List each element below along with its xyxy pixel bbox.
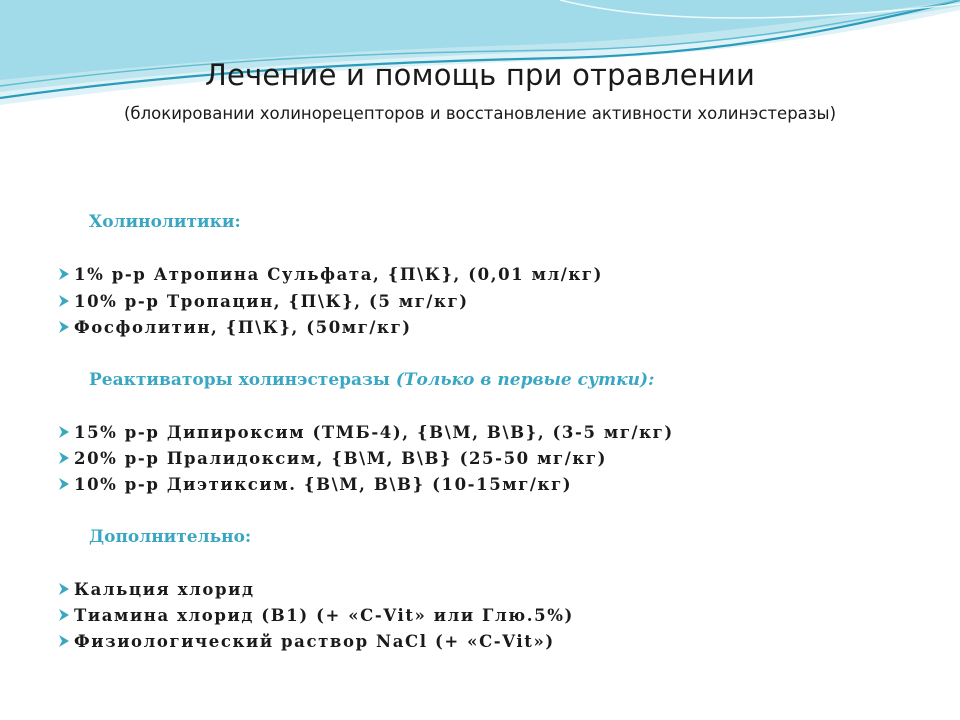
- list-item-text: 20% р-р Пралидоксим, {В\М, В\В} (25-50 мг/кг): [74, 449, 607, 468]
- list-item: [58, 606, 574, 625]
- arrow-bullet-icon: [58, 320, 70, 334]
- section-heading-note: (Только в первые сутки):: [395, 370, 655, 390]
- header-wave-decoration: [0, 0, 960, 110]
- arrow-bullet-icon: [58, 582, 70, 596]
- section-heading-text: Холинолитики:: [89, 212, 241, 232]
- section-heading-cholinolytics: [89, 212, 241, 232]
- arrow-bullet-icon: [58, 608, 70, 622]
- slide-title: Лечение и помощь при отравлении: [204, 58, 756, 92]
- list-item: [58, 632, 555, 651]
- section-heading-text: Дополнительно:: [89, 527, 252, 547]
- list-item: [58, 449, 607, 468]
- list-item-text: Фосфолитин, {П\К}, (50мг/кг): [74, 318, 412, 337]
- list-item-text: 1% р-р Атропина Сульфата, {П\К}, (0,01 мл/кг): [74, 265, 603, 284]
- list-item: [58, 475, 572, 494]
- arrow-bullet-icon: [58, 267, 70, 281]
- arrow-bullet-icon: [58, 477, 70, 491]
- list-item-text: Тиамина хлорид (В1) (+ «С-Vit» или Глю.5%): [74, 606, 574, 625]
- list-item-text: 15% р-р Дипироксим (ТМБ-4), {В\М, В\В}, (3-5 мг/кг): [74, 423, 674, 442]
- slide-subtitle: (блокировании холинорецепторов и восстановление активности холинэстеразы): [123, 104, 837, 123]
- list-item-text: Физиологический раствор NaCl (+ «С-Vit»): [74, 632, 555, 651]
- list-item-text: 10% р-р Диэтиксим. {В\М, В\В} (10-15мг/кг): [74, 475, 573, 494]
- list-item: [58, 580, 255, 599]
- section-heading-text: Реактиваторы холинэстеразы: [89, 370, 396, 390]
- list-item: [58, 423, 674, 442]
- arrow-bullet-icon: [58, 451, 70, 465]
- list-item: [58, 318, 412, 337]
- section-heading-additional: [89, 527, 251, 547]
- section-heading-reactivators: [89, 370, 654, 390]
- list-item: [58, 292, 469, 311]
- arrow-bullet-icon: [58, 634, 70, 648]
- arrow-bullet-icon: [58, 425, 70, 439]
- arrow-bullet-icon: [58, 294, 70, 308]
- list-item-text: Кальция хлорид: [74, 580, 255, 599]
- list-item: [58, 265, 603, 284]
- list-item-text: 10% р-р Тропацин, {П\К}, (5 мг/кг): [74, 292, 469, 311]
